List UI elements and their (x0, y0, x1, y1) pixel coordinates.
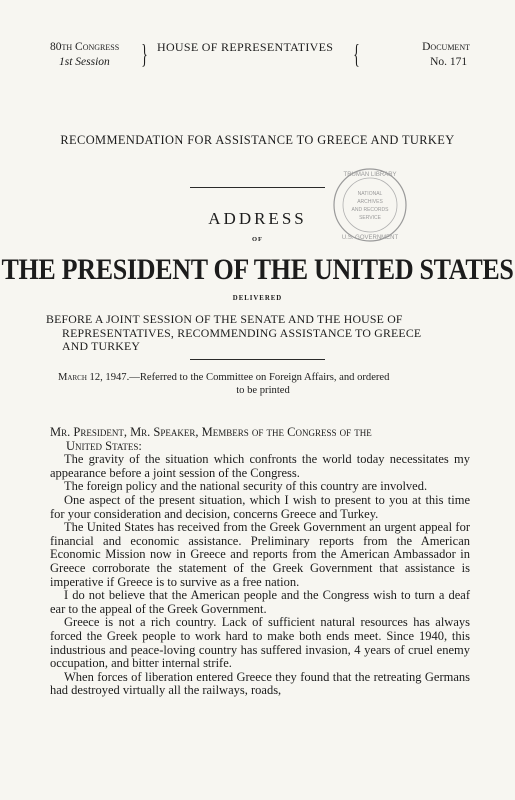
occasion-divider (190, 359, 325, 360)
paragraph: The foreign policy and the national security of this country are involved. (64, 479, 428, 494)
house-label: HOUSE OF REPRESENTATIVES (157, 40, 334, 54)
svg-text:SERVICE: SERVICE (359, 215, 381, 221)
title-divider (190, 187, 325, 188)
paragraph: One aspect of the present situation, which I wish to present to you at this time for your consideration and decision, concerns Greece and Turkey. (50, 492, 470, 521)
president-heading: THE PRESIDENT OF THE UNITED STATES (1, 252, 514, 287)
speech-body (50, 426, 470, 698)
paragraph: The gravity of the situation which confronts the world today necessitates my appearance before a joint session of the Congress. (50, 452, 470, 480)
referral-note (58, 371, 468, 397)
paragraph: When forces of liberation entered Greece they found that the retreating Germans had destroyed virtually all the railways, roads, (50, 669, 470, 698)
salutation (50, 426, 470, 453)
svg-text:NATIONAL: NATIONAL (357, 191, 383, 197)
svg-text:U.S. GOVERNMENT: U.S. GOVERNMENT (341, 235, 399, 241)
left-brace: } (141, 39, 148, 69)
document-number: No. 171 (430, 56, 468, 68)
session-label: 1st Session (59, 56, 110, 68)
referral-text-2: to be printed (236, 385, 290, 396)
document-label: Document (422, 41, 470, 53)
congress-label: 80th Congress (50, 41, 120, 53)
occasion-line-2: REPRESENTATIVES, RECOMMENDING ASSISTANCE TO GREECE (62, 325, 422, 340)
svg-text:AND RECORDS: AND RECORDS (351, 207, 389, 213)
occasion-line-1: BEFORE A JOINT SESSION OF THE SENATE AND THE HOUSE OF (46, 312, 403, 326)
referral-text: .—Referred to the Committee on Foreign Affairs, and ordered (126, 372, 390, 383)
library-stamp (330, 165, 410, 245)
salutation-line-2: United States: (66, 438, 142, 453)
of-word: OF (251, 236, 264, 243)
paragraph: I do not believe that the American people and the Congress wish to turn a deaf ear to the appeal of the Greek Government. (50, 588, 470, 616)
occasion-line-3: AND TURKEY (62, 339, 141, 353)
paragraph: Greece is not a rich country. Lack of sufficient natural resources has always forced the Greek people to work hard to make both ends meet. Since 1940, this industrious and peace-loving country has suffered invasion, 4 years of cruel enemy occupation, and bitter internal strife. (50, 615, 470, 671)
svg-text:TRUMAN LIBRARY: TRUMAN LIBRARY (343, 172, 397, 178)
occasion-text (46, 313, 466, 354)
document-header (50, 40, 470, 74)
salutation-line-1: Mr. President, Mr. Speaker, Members of the Congress of the (50, 425, 372, 439)
document-title: RECOMMENDATION FOR ASSISTANCE TO GREECE AND TURKEY (60, 133, 455, 147)
referral-date: March 12, 1947 (58, 372, 127, 383)
congress-session-block (50, 40, 119, 70)
paragraph: The United States has received from the Greek Government an urgent appeal for financial and economic assistance. Preliminary reports from the American Economic Mission now in Greece and reports from the American Ambassador in Greece corroborate the statement of the Greek Government that assistance is imperative if Greece is to survive as a free nation. (50, 520, 470, 589)
delivered-word: DELIVERED (232, 295, 283, 302)
svg-text:ARCHIVES: ARCHIVES (357, 199, 383, 205)
document-number-block (422, 40, 470, 70)
address-heading: ADDRESS (208, 209, 307, 228)
right-brace: { (353, 39, 360, 69)
